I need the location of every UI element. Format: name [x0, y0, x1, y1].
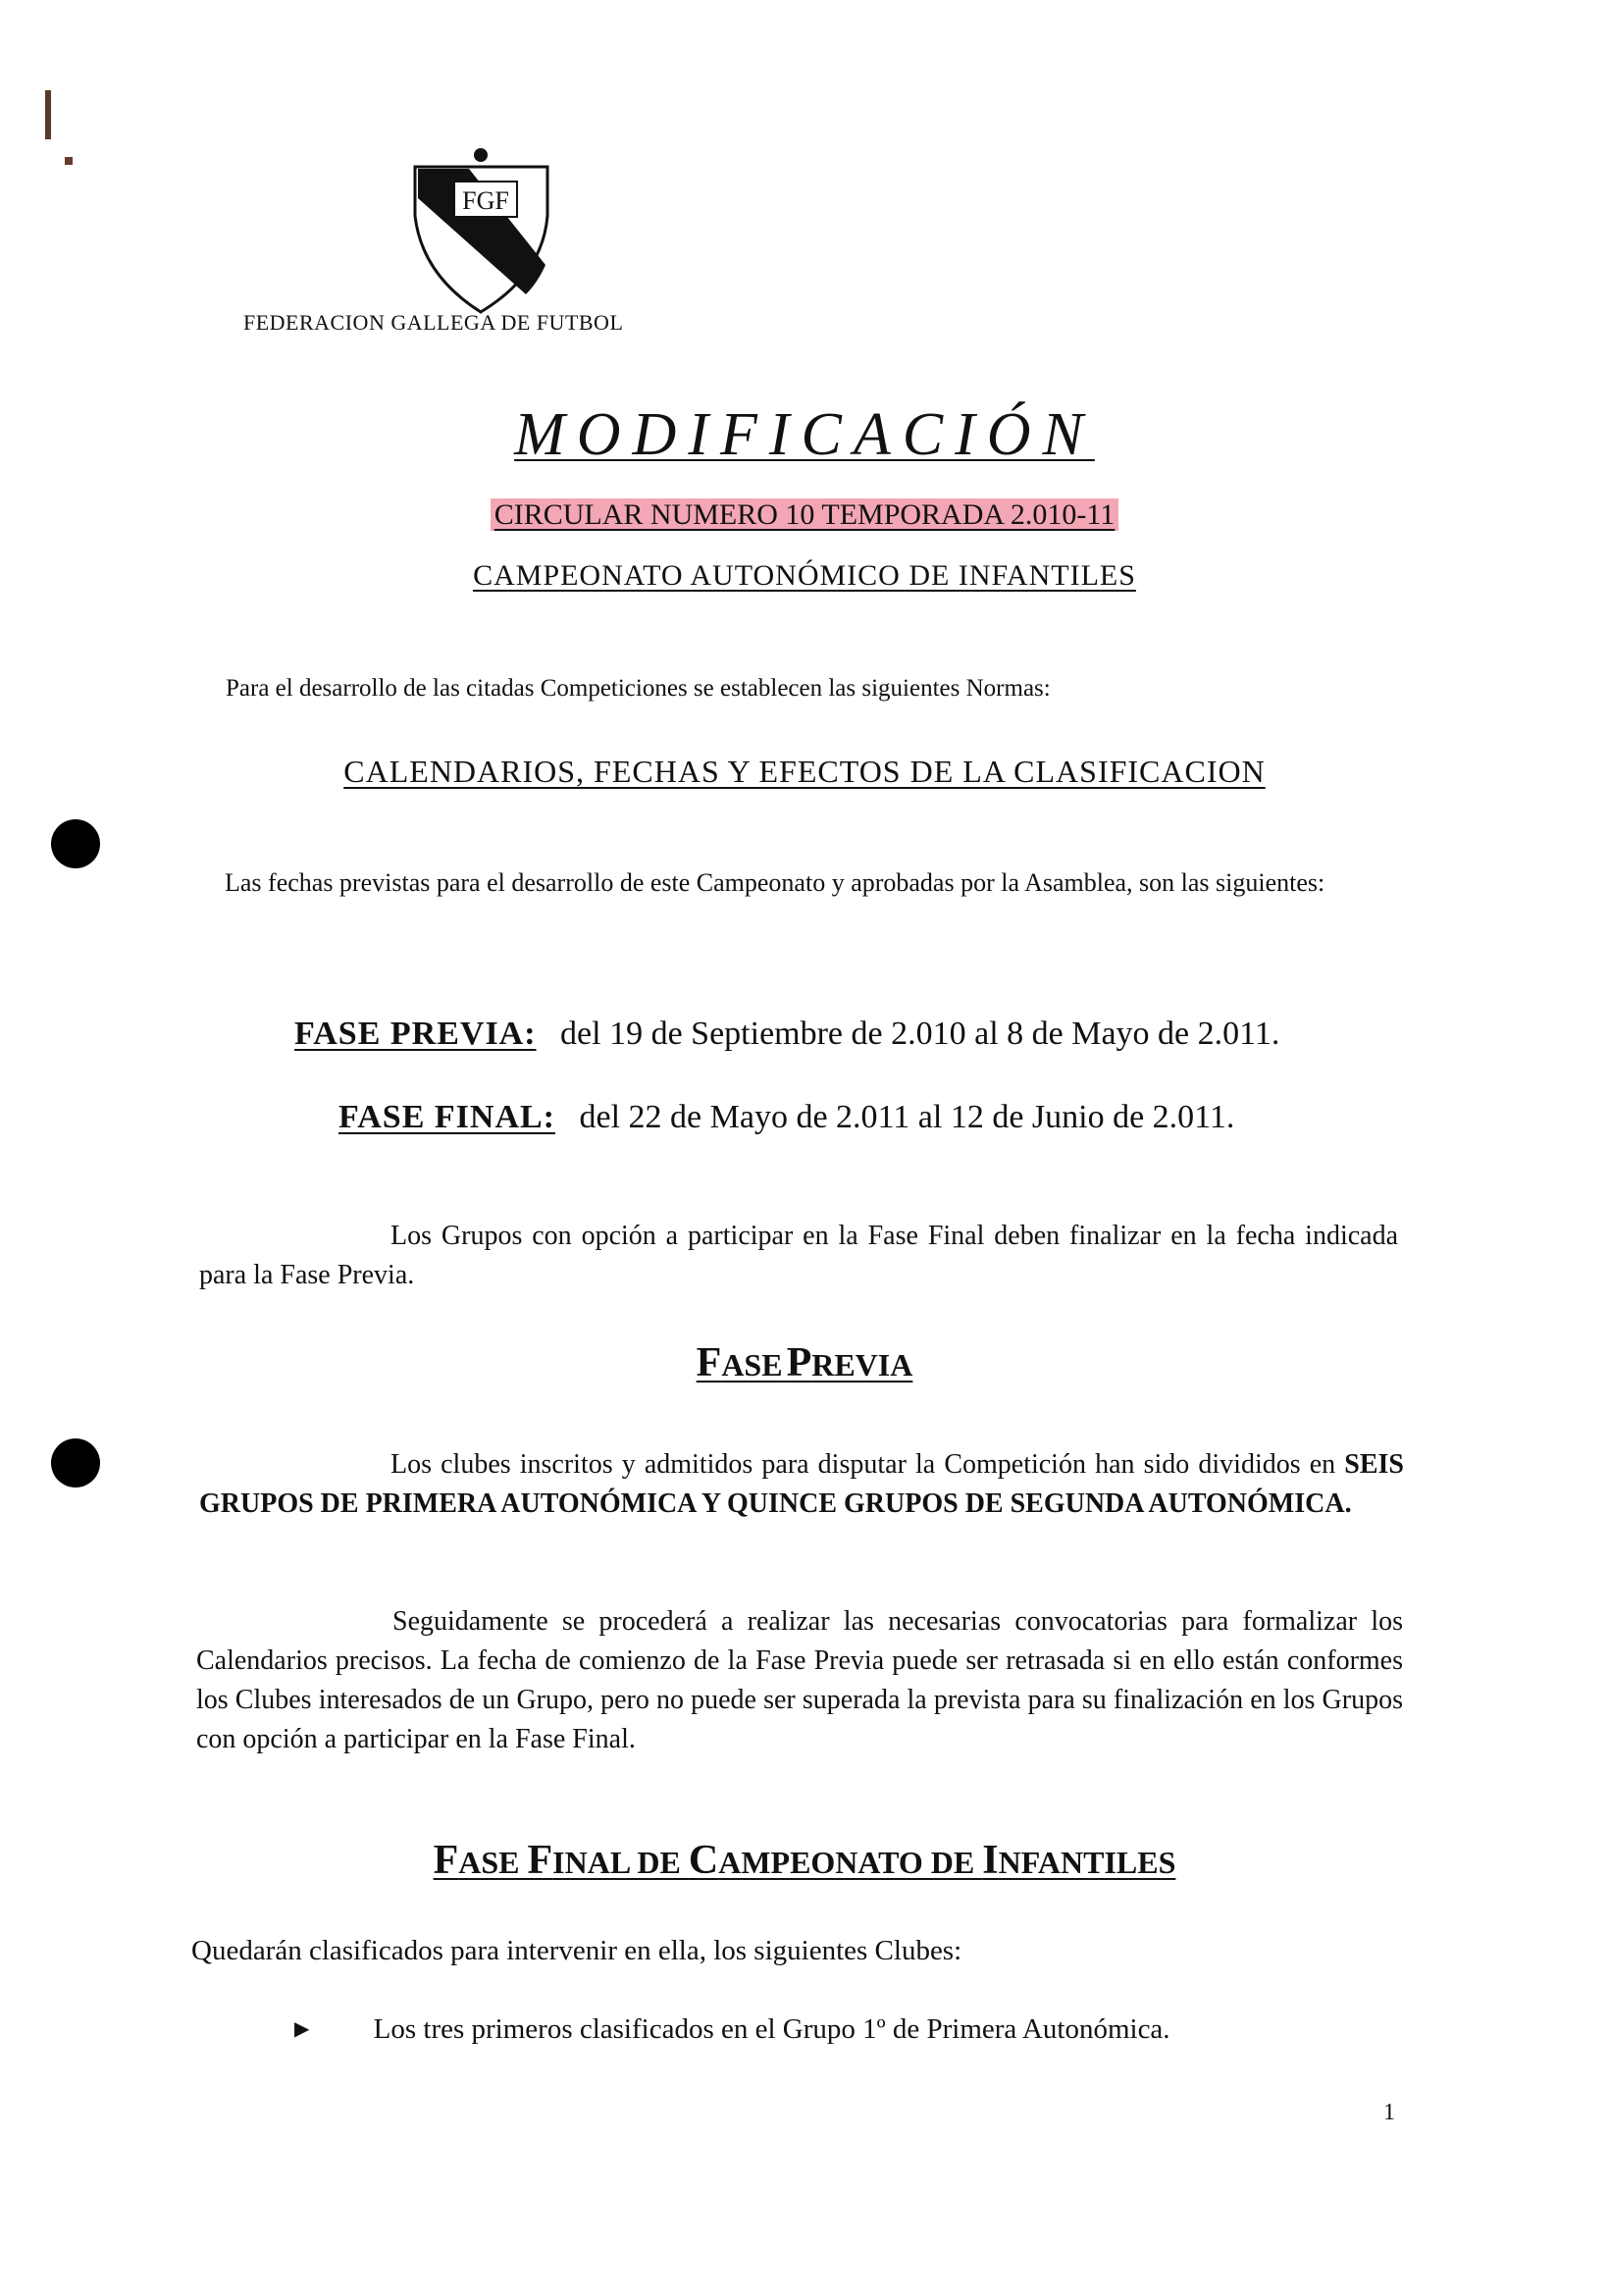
- previa-p1-text: Los clubes inscritos y admitidos para disputar la Competición han sido divididos en: [390, 1449, 1336, 1480]
- previa-p1-bold: SEIS GRUPOS DE PRIMERA AUTONÓMICA Y QUINCE GRUPOS DE SEGUNDA AUTONÓMICA.: [199, 1449, 1404, 1519]
- intro-text: Para el desarrollo de las citadas Competiciones se establecen las siguientes Normas:: [226, 675, 1051, 702]
- calendars-heading: CALENDARIOS, FECHAS Y EFECTOS DE LA CLASIFICACION: [343, 754, 1266, 789]
- phase-final-label: FASE FINAL:: [338, 1099, 555, 1135]
- heading-letters: NFANTILES: [998, 1845, 1176, 1880]
- heading-letter: F: [696, 1340, 722, 1385]
- heading-letter: P: [786, 1340, 812, 1385]
- heading-letter: I: [982, 1838, 999, 1883]
- heading-letters: INAL DE: [552, 1845, 689, 1880]
- previa-paragraph-2: Seguidamente se procederá a realizar las necesarias convocatorias para formalizar los Calendarios precisos. La fecha de comienzo de la Fase Previa puede ser retrasada si en ello están conformes los Clubes interesados de un Grupo, pero no puede ser superada la prevista para su finalización en los Grupos con opción a participar en la Fase Final.: [196, 1606, 1403, 1754]
- punch-hole: [51, 819, 100, 868]
- circular-line: [0, 498, 1609, 532]
- margin-mark: [45, 90, 51, 139]
- heading-letters: ASE: [721, 1347, 783, 1383]
- calendars-note: Los Grupos con opción a participar en la Fase Final deben finalizar en la fecha indicada para la Fase Previa.: [199, 1221, 1398, 1290]
- phase-previa: [294, 1016, 1279, 1053]
- heading-letter: F: [527, 1838, 553, 1883]
- crest-letters: FGF: [462, 186, 509, 215]
- phase-final-dates: del 22 de Mayo de 2.011 al 12 de Junio de 2.011.: [579, 1099, 1235, 1135]
- calendars-text: Las fechas previstas para el desarrollo de este Campeonato y aprobadas por la Asamblea, son las siguientes:: [225, 868, 1325, 897]
- section-heading-previa: [0, 1339, 1609, 1386]
- final-intro: Quedarán clasificados para intervenir en ella, los siguientes Clubes:: [191, 1935, 962, 1966]
- heading-letters: ASE: [458, 1845, 528, 1880]
- margin-mark: [65, 157, 73, 165]
- list-item: [294, 2013, 1170, 2046]
- phase-previa-label: FASE PREVIA:: [294, 1016, 537, 1052]
- previa-paragraph-1: [199, 1445, 1404, 1524]
- heading-letters: REVIA: [811, 1347, 913, 1383]
- page-number: 1: [1383, 2100, 1395, 2125]
- section-heading-calendars: [0, 754, 1609, 790]
- heading-letter: C: [688, 1838, 719, 1883]
- bullet-arrow-icon: ▶: [294, 2018, 310, 2040]
- section-heading-final: [0, 1837, 1609, 1884]
- championship-title: CAMPEONATO AUTONÓMICO DE INFANTILES: [473, 559, 1136, 592]
- page-title: [0, 400, 1609, 470]
- phase-final: [338, 1099, 1234, 1136]
- bullet-text: Los tres primeros clasificados en el Grupo 1º de Primera Autonómica.: [373, 2013, 1170, 2045]
- title-main: MODIFICACIÓN: [514, 401, 1095, 468]
- phase-previa-dates: del 19 de Septiembre de 2.010 al 8 de Mayo de 2.011.: [560, 1016, 1280, 1052]
- heading-letter: F: [433, 1838, 459, 1883]
- championship-line: [0, 559, 1609, 593]
- federation-crest: [410, 147, 557, 314]
- heading-letters: AMPEONATO DE: [718, 1845, 983, 1880]
- punch-hole: [51, 1438, 100, 1487]
- federation-name: FEDERACION GALLEGA DE FUTBOL: [243, 310, 624, 335]
- circular-title: CIRCULAR NUMERO 10 TEMPORADA 2.010-11: [491, 498, 1119, 531]
